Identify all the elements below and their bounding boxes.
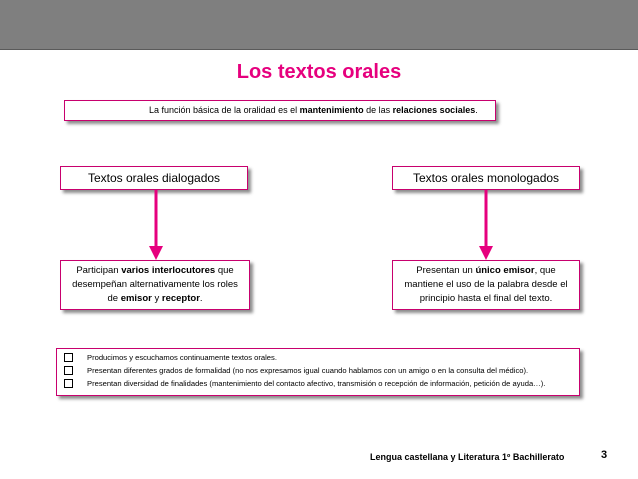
intro-text-1: La función básica de la oralidad es el [149, 105, 300, 115]
bullet-text: Producimos y escuchamos continuamente textos orales. [87, 353, 277, 362]
intro-text-2: de las [363, 105, 393, 115]
arrow-down-right-icon [478, 190, 494, 262]
checkbox-bullet-icon [64, 353, 73, 362]
desc-left-line3-bold1: emisor [120, 293, 152, 304]
desc-left-line3-bold2: receptor [161, 293, 200, 304]
desc-left-line1 [61, 264, 249, 278]
desc-left-line1-a: Participan [76, 265, 122, 276]
slide-title: Los textos orales [236, 61, 402, 83]
list-item [87, 377, 579, 390]
bullet-text: Presentan diferentes grados de formalidad (no nos expresamos igual cuando hablamos con un amigo o en la consulta del médico). [87, 366, 529, 375]
intro-bold-1: mantenimiento [299, 105, 364, 115]
top-bar [0, 0, 638, 50]
bullet-list [56, 348, 580, 396]
heading-monologados: Textos orales monologados [392, 166, 580, 190]
desc-left-line2: desempeñan alternativamente los roles [72, 279, 238, 290]
desc-left-line3-mid: y [151, 293, 162, 304]
page-number: 3 [601, 449, 608, 461]
list-item [87, 351, 579, 364]
desc-right-line1 [393, 264, 579, 278]
desc-left-line1-b: que [215, 265, 234, 276]
intro-box [64, 100, 496, 121]
footer-course: Lengua castellana y Literatura 1º Bachillerato [370, 452, 565, 462]
desc-right-line1-bold: único emisor [475, 265, 535, 276]
desc-right-line2: mantiene el uso de la palabra desde el [404, 279, 568, 290]
intro-bold-2: relaciones sociales [392, 105, 476, 115]
desc-right-line3: principio hasta el final del texto. [419, 293, 553, 304]
desc-right-line1-a: Presentan un [416, 265, 476, 276]
desc-left-line3-a: de [107, 293, 121, 304]
desc-left-line3 [61, 292, 249, 306]
bullet-text: Presentan diversidad de finalidades (mantenimiento del contacto afectivo, transmisión o recepción de información, petición de ayuda…). [87, 379, 546, 388]
desc-right-line1-b: , que [534, 265, 556, 276]
checkbox-bullet-icon [64, 379, 73, 388]
desc-left-line3-end: . [199, 293, 203, 304]
arrow-down-left-icon [148, 190, 164, 262]
desc-left-line1-bold: varios interlocutores [121, 265, 216, 276]
desc-monologados [392, 260, 580, 310]
desc-dialogados [60, 260, 250, 310]
intro-text-3: . [475, 105, 478, 115]
list-item [87, 364, 579, 377]
checkbox-bullet-icon [64, 366, 73, 375]
heading-dialogados: Textos orales dialogados [60, 166, 248, 190]
